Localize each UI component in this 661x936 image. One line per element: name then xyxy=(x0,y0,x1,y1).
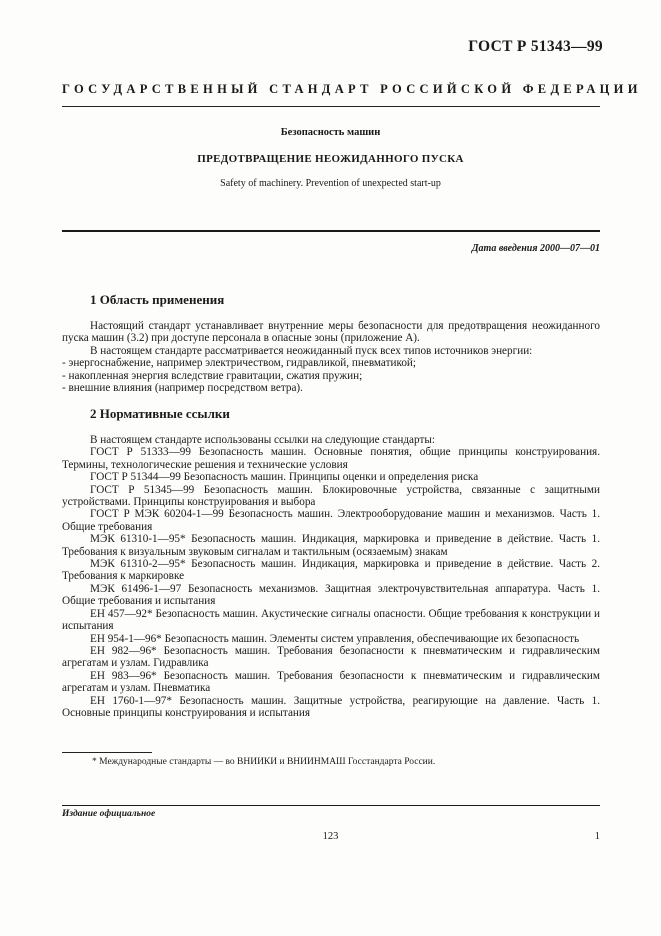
bullet-item: - накопленная энергия вследствие гравитации, сжатия пружин; xyxy=(62,369,363,382)
state-standard-title: ГОСУДАРСТВЕННЫЙ СТАНДАРТ РОССИЙСКОЙ ФЕДЕРАЦИИ xyxy=(62,82,642,96)
section-1-body xyxy=(62,320,600,394)
title-rule xyxy=(62,230,600,232)
document-title-en: Safety of machinery. Prevention of unexpected start-up xyxy=(220,178,441,189)
reference-item: МЭК 61310-2—95* Безопасность машин. Индикация, маркировка и приведение в действие. Часть 2. Требования к маркировке xyxy=(62,558,600,583)
footnote: * Международные стандарты — во ВНИИКИ и ВНИИНМАШ Госстандарта России. xyxy=(92,757,436,767)
bullet-item: - внешние влияния (например посредством ветра). xyxy=(62,382,303,395)
reference-item: ЕН 457—92* Безопасность машин. Акустические сигналы опасности. Общие требования к конструкции и испытания xyxy=(62,607,600,633)
footnote-rule xyxy=(62,752,152,753)
section-1-heading: 1 Область применения xyxy=(90,292,225,307)
reference-item: ГОСТ Р МЭК 60204-1—99 Безопасность машин. Электрооборудование машин и механизмов. Часть 1. Общие требования xyxy=(62,508,600,533)
sheet-number: 1 xyxy=(594,831,600,842)
reference-item: ГОСТ Р 51333—99 Безопасность машин. Основные понятия, общие принципы конструирования. Термины, технологические решения и технические условия xyxy=(62,446,600,471)
subject-line: Безопасность машин xyxy=(280,127,381,138)
reference-item: ГОСТ Р 51344—99 Безопасность машин. Принципы оценки и определения риска xyxy=(90,471,479,484)
reference-item: МЭК 61496-1—97 Безопасность механизмов. Защитная электрочувствительная аппаратура. Часть 1. Общие требования и испытания xyxy=(62,582,600,608)
footer-rule xyxy=(62,805,600,806)
introduction-date: Дата введения 2000—07—01 xyxy=(471,243,600,254)
section-1-paragraph: В настоящем стандарте рассматривается неожиданный пуск всех типов источников энергии: xyxy=(90,344,533,357)
reference-item: ГОСТ Р 51345—99 Безопасность машин. Блокировочные устройства, связанные с защитными устройствами. Принципы конструирования и выбора xyxy=(62,483,600,509)
edition-label: Издание официальное xyxy=(62,809,156,819)
section-1-paragraph: Настоящий стандарт устанавливает внутренние меры безопасности для предотвращения неожиданного пуска машин (3.2) при доступе персонала в опасные зоны (приложение А). xyxy=(62,320,600,345)
page-number: 123 xyxy=(322,831,339,842)
document-code: ГОСТ Р 51343—99 xyxy=(468,38,603,55)
reference-item: МЭК 61310-1—95* Безопасность машин. Индикация, маркировка и приведение в действие. Часть 1. Требования к визуальным звуковым сигналам и тактильным (осязаемым) знакам xyxy=(62,533,600,558)
reference-item: ЕН 954-1—96* Безопасность машин. Элементы систем управления, обеспечивающие их безопасность xyxy=(90,632,580,645)
header-rule xyxy=(62,106,600,107)
section-2-heading: 2 Нормативные ссылки xyxy=(90,406,230,421)
section-2-body xyxy=(62,434,600,719)
document-title-ru: ПРЕДОТВРАЩЕНИЕ НЕОЖИДАННОГО ПУСКА xyxy=(197,153,464,165)
reference-item: ЕН 982—96* Безопасность машин. Требования безопасности к пневматическим и гидравлическим агрегатам и узлам. Гидравлика xyxy=(62,644,600,670)
section-2-intro: В настоящем стандарте использованы ссылки на следующие стандарты: xyxy=(90,434,435,446)
reference-item: ЕН 1760-1—97* Безопасность машин. Защитные устройства, реагирующие на давление. Часть 1. Основные принципы конструирования и испытания xyxy=(62,694,600,719)
reference-item: ЕН 983—96* Безопасность машин. Требования безопасности к пневматическим и гидравлическим агрегатам и узлам. Пневматика xyxy=(62,669,600,695)
bullet-item: - энергоснабжение, например электричеством, гидравликой, пневматикой; xyxy=(62,357,417,370)
